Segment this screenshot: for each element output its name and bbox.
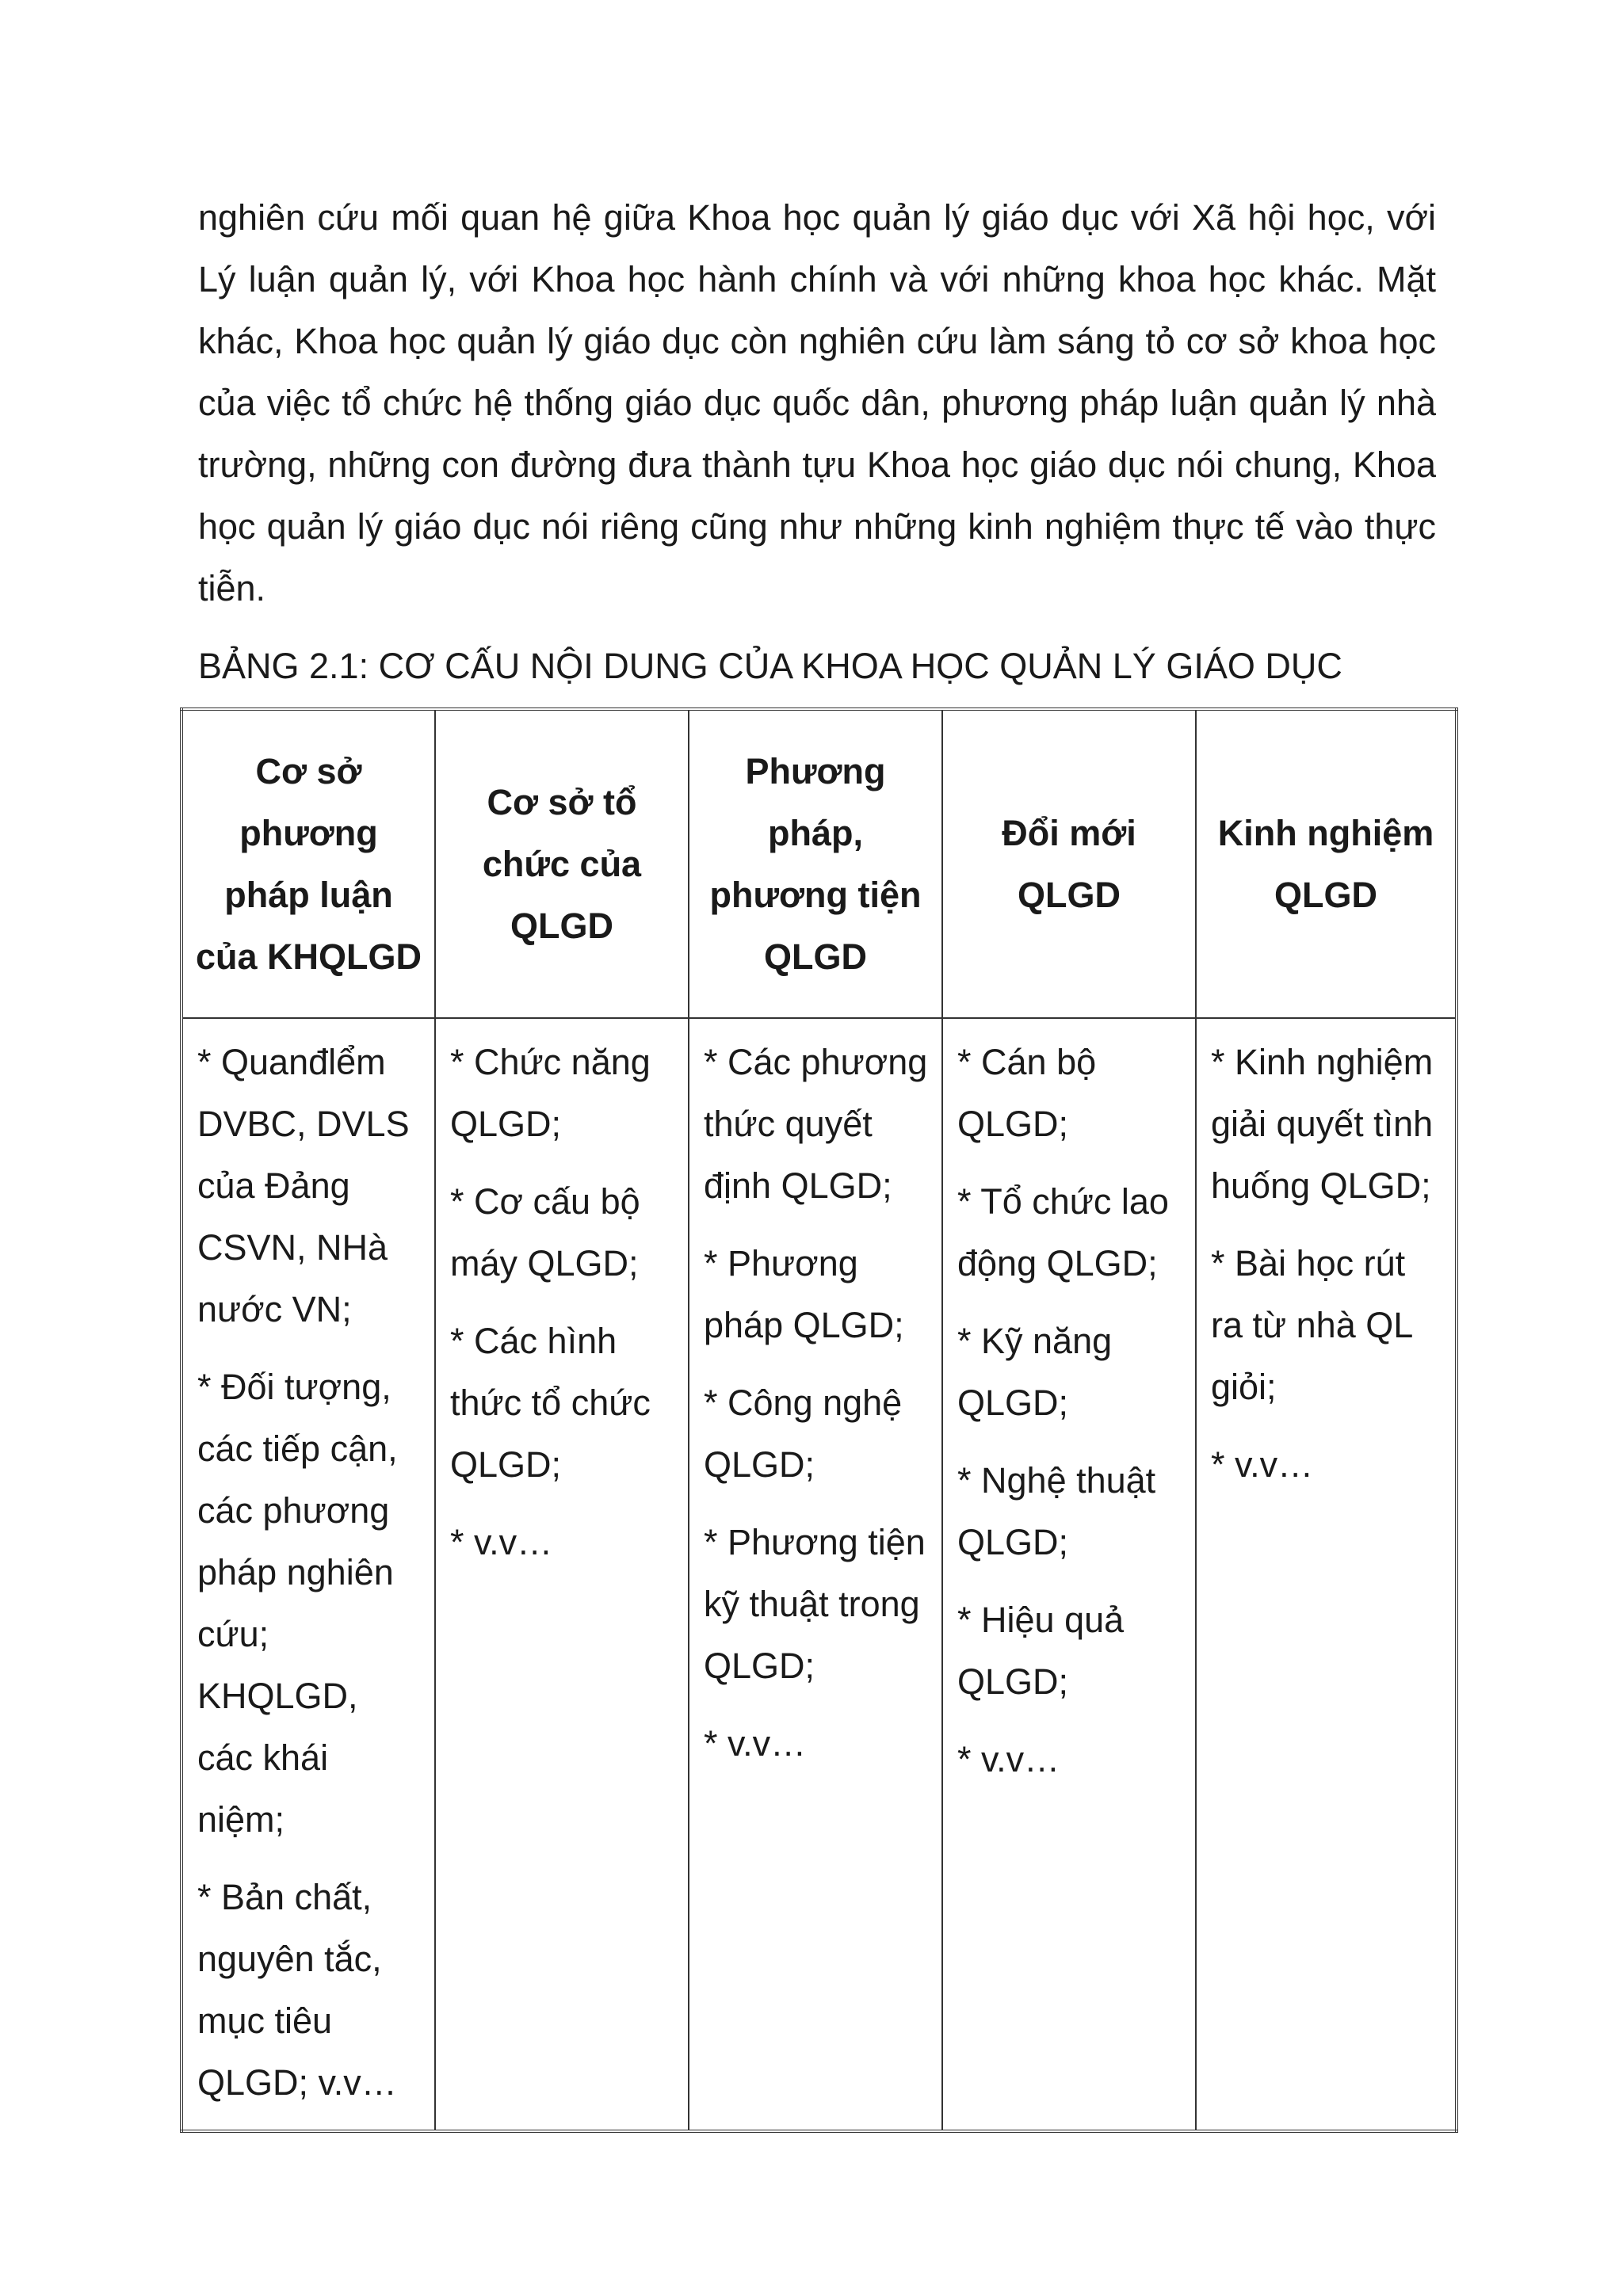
list-item: * Quanđlểm DVBC, DVLS của Đảng CSVN, NHà nước VN;: [197, 1042, 410, 1329]
table-cell: [435, 1018, 689, 2131]
list-item: * Đối tượng, các tiếp cận, các phương pháp nghiên cứu; KHQLGD, các khái niệm;: [197, 1367, 398, 1840]
list-item: * v.v…: [450, 1522, 553, 1562]
table-caption: BẢNG 2.1: CƠ CẤU NỘI DUNG CỦA KHOA HỌC QUẢN LÝ GIÁO DỤC: [198, 646, 1342, 686]
list-item: * Bài học rút ra từ nhà QL giỏi;: [1211, 1243, 1412, 1407]
table-cell: [942, 1018, 1196, 2131]
list-item: * Công nghệ QLGD;: [704, 1383, 903, 1485]
list-item: * Phương tiện kỹ thuật trong QLGD;: [704, 1522, 926, 1686]
list-item: * Hiệu quả QLGD;: [957, 1600, 1125, 1702]
list-item: * v.v…: [1211, 1444, 1314, 1485]
list-item: * Bản chất, nguyên tắc, mục tiêu QLGD; v.v…: [197, 1877, 397, 2103]
header-cell: Đổi mới QLGD: [942, 709, 1196, 1018]
list-item: * Nghệ thuật QLGD;: [957, 1460, 1156, 1562]
list-item: * Kinh nghiệm giải quyết tình huống QLGD;: [1211, 1042, 1434, 1206]
header-cell: Cơ sở phương pháp luận của KHQLGD: [181, 709, 435, 1018]
list-item: * Chức năng QLGD;: [450, 1042, 651, 1144]
header-cell: Kinh nghiệm QLGD: [1196, 709, 1457, 1018]
table-header-row: [181, 709, 1457, 1018]
header-cell: Cơ sở tổ chức của QLGD: [435, 709, 689, 1018]
list-item: * v.v…: [957, 1739, 1060, 1779]
table-cell: [689, 1018, 942, 2131]
list-item: * Cơ cấu bộ máy QLGD;: [450, 1181, 640, 1283]
list-item: * Các hình thức tổ chức QLGD;: [450, 1321, 651, 1485]
table-cell: [1196, 1018, 1457, 2131]
list-item: * Phương pháp QLGD;: [704, 1243, 904, 1345]
list-item: * Tổ chức lao động QLGD;: [957, 1181, 1169, 1283]
header-cell: Phương pháp, phương tiện QLGD: [689, 709, 942, 1018]
list-item: * v.v…: [704, 1723, 807, 1764]
list-item: * Các phương thức quyết định QLGD;: [704, 1042, 928, 1206]
table-cell: [181, 1018, 435, 2131]
body-paragraph: nghiên cứu mối quan hệ giữa Khoa học quản lý giáo dục với Xã hội học, với Lý luận quản lý, với Khoa học hành chính và với những khoa học khác. Mặt khác, Khoa học quản lý giáo dục còn nghiên cứu làm sáng tỏ cơ sở khoa học của việc tổ chức hệ thống giáo dục quốc dân, phương pháp luận quản lý nhà trường, những con đường đưa thành tựu Khoa học giáo dục nói chung, Khoa học quản lý giáo dục nói riêng cũng như những kinh nghiệm thực tế vào thực tiễn.: [198, 197, 1436, 608]
list-item: * Kỹ năng QLGD;: [957, 1321, 1113, 1423]
content-structure-table: [180, 707, 1458, 2133]
table-row: [181, 1018, 1457, 2131]
list-item: * Cán bộ QLGD;: [957, 1042, 1097, 1144]
